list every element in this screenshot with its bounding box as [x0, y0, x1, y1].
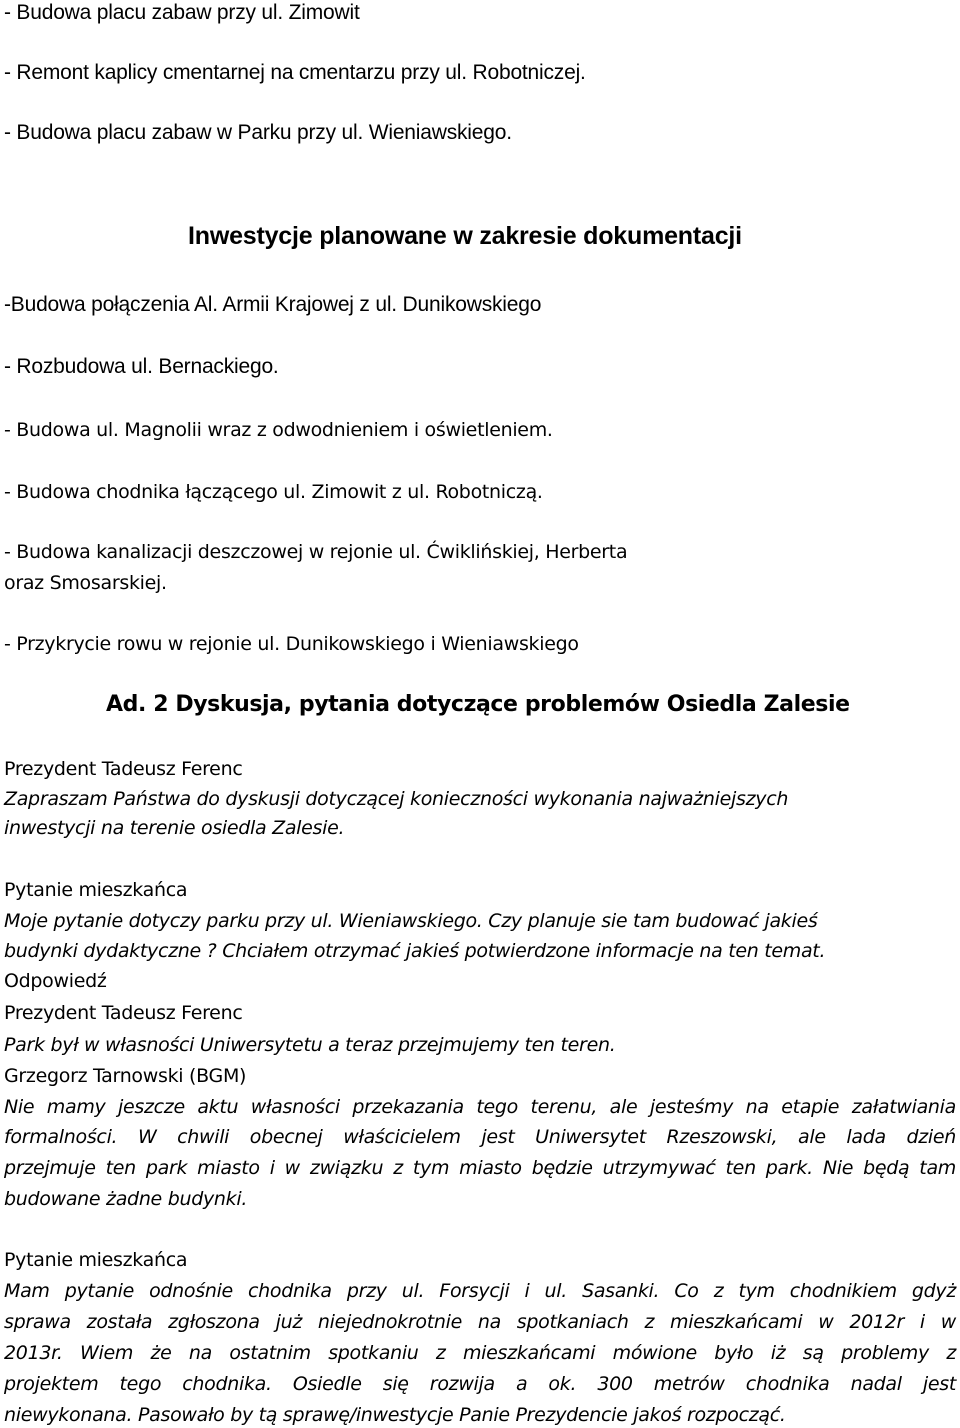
agenda-heading: Ad. 2 Dyskusja, pytania dotyczące problemów Osiedla Zalesie: [106, 692, 850, 717]
completed-item: - Budowa placu zabaw przy ul. Zimowit: [4, 1, 360, 24]
speaker-label: Grzegorz Tarnowski (BGM): [4, 1065, 247, 1087]
completed-item: - Remont kaplicy cmentarnej na cmentarzu przy ul. Robotniczej.: [4, 61, 586, 84]
planned-item: - Przykrycie rowu w rejonie ul. Dunikowskiego i Wieniawskiego: [4, 633, 579, 655]
statement-line: formalności. W chwili obecnej właścicielem jest Uniwersytet Rzeszowski, ale lada dzień: [4, 1126, 956, 1148]
statement-line: Nie mamy jeszcze aktu własności przekazania tego terenu, ale jesteśmy na etapie załatwiania: [4, 1096, 956, 1118]
statement-line: niewykonana. Pasowało by tą sprawę/inwestycje Panie Prezydencie jakoś rozpocząć.: [4, 1404, 786, 1426]
statement-line: Zapraszam Państwa do dyskusji dotyczącej konieczności wykonania najważniejszych: [4, 788, 789, 810]
planned-item-continuation: oraz Smosarskiej.: [4, 572, 167, 594]
statement-line: sprawa została zgłoszona już niejednokrotnie na spotkaniach z mieszkańcami w 2012r i w: [4, 1311, 956, 1333]
planned-item: - Budowa ul. Magnolii wraz z odwodnieniem i oświetleniem.: [4, 419, 553, 441]
statement-line: budowane żadne budynki.: [4, 1188, 248, 1210]
statement-line: inwestycji na terenie osiedla Zalesie.: [4, 817, 345, 839]
statement-line: projektem tego chodnika. Osiedle się rozwija a ok. 300 metrów chodnika nadal jest: [4, 1373, 956, 1395]
speaker-label: Pytanie mieszkańca: [4, 1249, 188, 1271]
speaker-label: Pytanie mieszkańca: [4, 879, 188, 901]
statement-line: Moje pytanie dotyczy parku przy ul. Wieniawskiego. Czy planuje sie tam budować jakieś: [4, 910, 818, 932]
section-heading: Inwestycje planowane w zakresie dokumentacji: [188, 222, 742, 250]
planned-item: - Budowa chodnika łączącego ul. Zimowit z ul. Robotniczą.: [4, 481, 543, 503]
completed-item: - Budowa placu zabaw w Parku przy ul. Wieniawskiego.: [4, 121, 512, 144]
speaker-label: Prezydent Tadeusz Ferenc: [4, 758, 243, 780]
statement-line: przejmuje ten park miasto i w związku z tym miasto będzie utrzymywać ten park. Nie będą tam: [4, 1157, 956, 1179]
answer-label: Odpowiedź: [4, 970, 107, 992]
speaker-label: Prezydent Tadeusz Ferenc: [4, 1002, 243, 1024]
planned-item: -Budowa połączenia Al. Armii Krajowej z ul. Dunikowskiego: [4, 293, 542, 316]
statement-line: Mam pytanie odnośnie chodnika przy ul. Forsycji i ul. Sasanki. Co z tym chodnikiem gdyż: [4, 1280, 956, 1302]
planned-item: - Rozbudowa ul. Bernackiego.: [4, 355, 279, 378]
planned-item: - Budowa kanalizacji deszczowej w rejonie ul. Ćwiklińskiej, Herberta: [4, 541, 628, 563]
statement-line: Park był w własności Uniwersytetu a teraz przejmujemy ten teren.: [4, 1034, 616, 1056]
statement-line: budynki dydaktyczne ? Chciałem otrzymać jakieś potwierdzone informacje na ten temat.: [4, 940, 826, 962]
statement-line: 2013r. Wiem że na ostatnim spotkaniu z mieszkańcami mówione było iż są problemy z: [4, 1342, 956, 1364]
